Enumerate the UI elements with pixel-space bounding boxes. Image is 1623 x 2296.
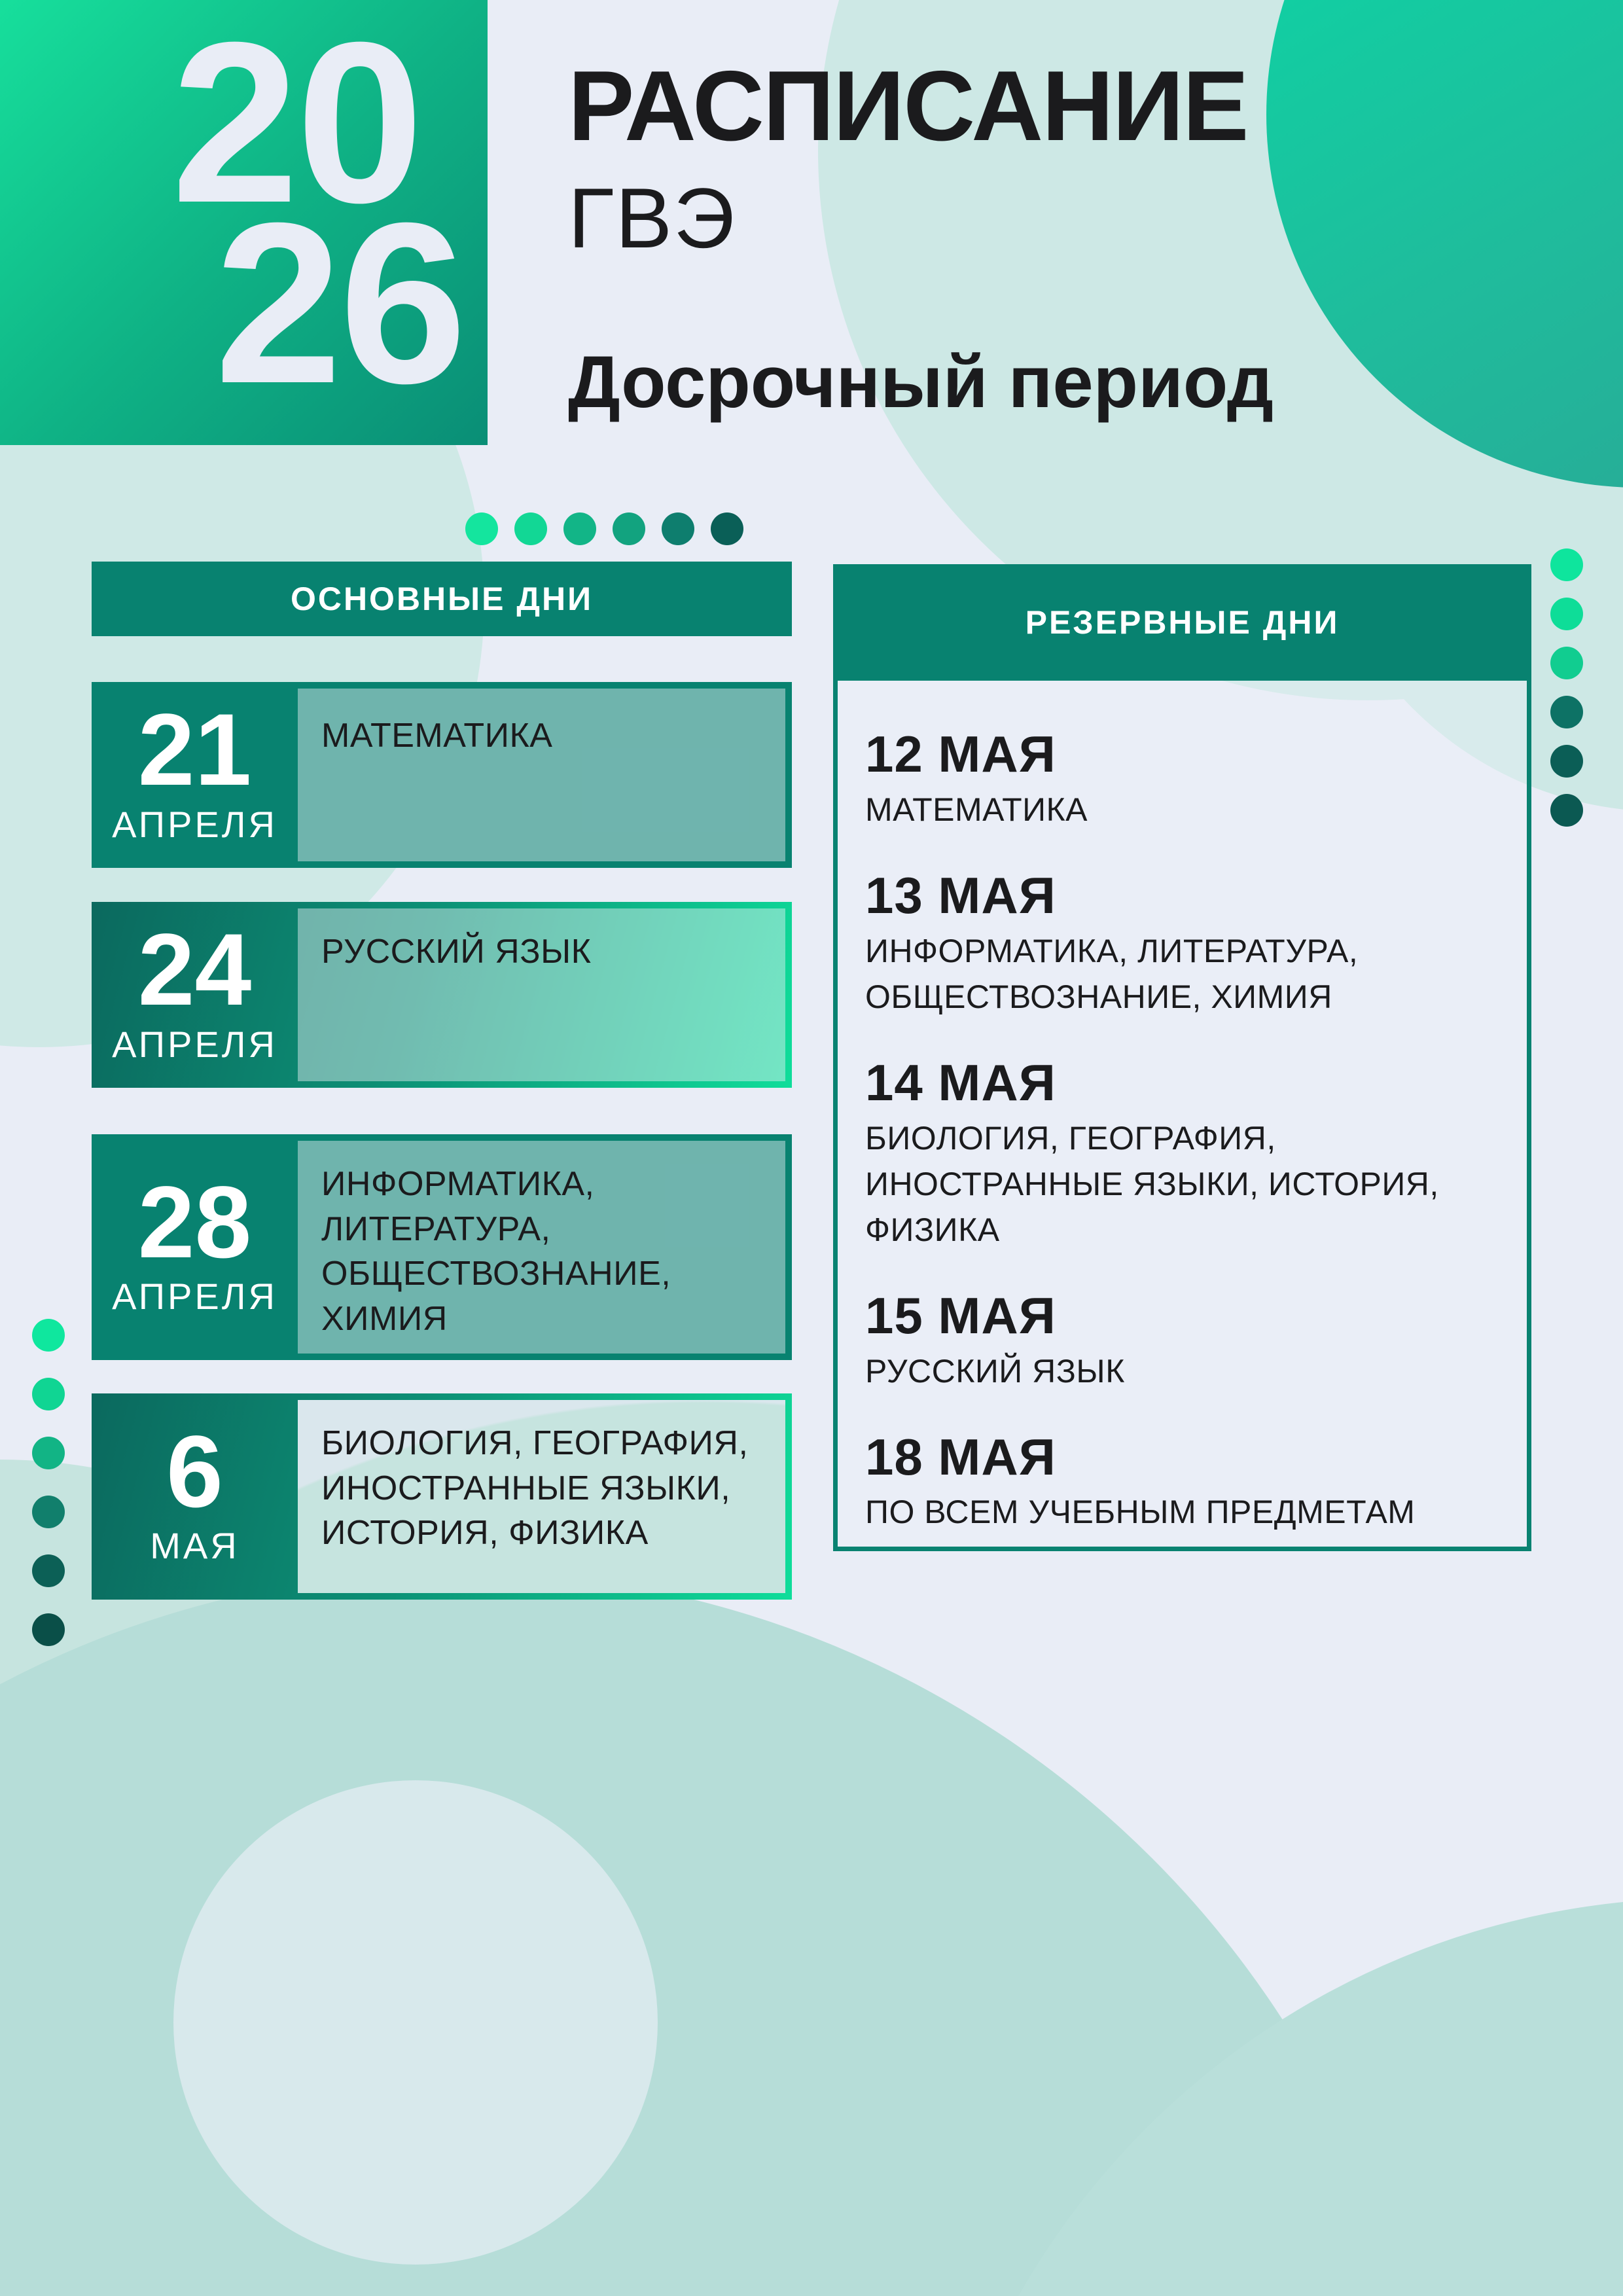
reserve-item-2-subjects: ИНФОРМАТИКА, ЛИТЕРАТУРА, ОБЩЕСТВОЗНАНИЕ, ХИМИЯ	[865, 932, 1359, 1015]
reserve-item-4-date: 15 МАЯ	[865, 1286, 1056, 1344]
dot	[1550, 794, 1583, 827]
year-line-1: 20	[171, 0, 421, 251]
page-subtitle: ГВЭ	[568, 170, 736, 266]
dot	[1550, 745, 1583, 778]
schedule-card-3	[92, 1134, 792, 1360]
page-title: РАСПИСАНИЕ	[568, 50, 1248, 162]
dot	[1550, 696, 1583, 728]
card-3-subjects: ИНФОРМАТИКА, ЛИТЕРАТУРА, ОБЩЕСТВОЗНАНИЕ, ХИМИЯ	[321, 1165, 671, 1338]
dot	[514, 512, 547, 545]
dot	[1550, 647, 1583, 679]
card-2-day: 24	[137, 913, 252, 1028]
dot	[711, 512, 743, 545]
card-3-month: АПРЕЛЯ	[112, 1276, 277, 1318]
dot	[662, 512, 694, 545]
card-2-subjects: РУССКИЙ ЯЗЫК	[321, 933, 592, 971]
dot	[32, 1496, 65, 1528]
dot	[32, 1613, 65, 1646]
reserve-days-header-label: РЕЗЕРВНЫЕ ДНИ	[1025, 604, 1340, 641]
dots-row-top	[465, 512, 743, 545]
main-days-header	[92, 562, 792, 636]
card-2-panel	[298, 908, 785, 1081]
reserve-item-5-date: 18 МАЯ	[865, 1427, 1056, 1486]
reserve-item-1	[865, 725, 1499, 833]
reserve-item-4-subjects: РУССКИЙ ЯЗЫК	[865, 1352, 1125, 1390]
dot	[32, 1554, 65, 1587]
dots-column-left	[32, 1319, 65, 1646]
reserve-days-panel	[833, 564, 1531, 1551]
reserve-item-3	[865, 1053, 1499, 1253]
schedule-card-4	[92, 1393, 792, 1600]
reserve-item-1-subjects: МАТЕМАТИКА	[865, 791, 1088, 828]
card-2-month: АПРЕЛЯ	[112, 1023, 277, 1065]
reserve-days-header	[833, 564, 1531, 681]
reserve-item-3-subjects: БИОЛОГИЯ, ГЕОГРАФИЯ, ИНОСТРАННЫЕ ЯЗЫКИ, ИСТОРИЯ, ФИЗИКА	[865, 1119, 1439, 1248]
card-3-day: 28	[137, 1165, 252, 1280]
period-label: Досрочный период	[568, 341, 1274, 423]
reserve-days-list	[833, 681, 1531, 1551]
dot	[1550, 548, 1583, 581]
schedule-card-2	[92, 902, 792, 1088]
card-3-panel	[298, 1141, 785, 1354]
main-days-header-label: ОСНОВНЫЕ ДНИ	[290, 581, 594, 617]
card-1-subjects: МАТЕМАТИКА	[321, 717, 553, 755]
dot	[32, 1319, 65, 1352]
year-line-2: 26	[215, 175, 465, 431]
dot	[613, 512, 645, 545]
dot	[1550, 598, 1583, 630]
reserve-item-3-date: 14 МАЯ	[865, 1053, 1056, 1111]
card-1-day: 21	[137, 693, 252, 808]
decor-circle-bottom-light	[173, 1780, 658, 2265]
card-3-date	[92, 1134, 298, 1360]
card-4-date	[92, 1393, 298, 1600]
card-1-date	[92, 682, 298, 868]
reserve-item-5	[865, 1427, 1499, 1535]
card-4-subjects: БИОЛОГИЯ, ГЕОГРАФИЯ, ИНОСТРАННЫЕ ЯЗЫКИ, ИСТОРИЯ, ФИЗИКА	[321, 1424, 749, 1552]
card-1-panel	[298, 689, 785, 861]
reserve-item-5-subjects: ПО ВСЕМ УЧЕБНЫМ ПРЕДМЕТАМ	[865, 1494, 1416, 1531]
year-badge	[0, 0, 488, 445]
dot	[32, 1437, 65, 1469]
schedule-card-1	[92, 682, 792, 868]
dot	[465, 512, 498, 545]
dot	[563, 512, 596, 545]
card-2-date	[92, 902, 298, 1088]
reserve-item-4	[865, 1286, 1499, 1394]
card-4-month: МАЯ	[150, 1525, 240, 1567]
dots-column-right	[1550, 548, 1583, 827]
reserve-item-1-date: 12 МАЯ	[865, 725, 1056, 783]
card-4-day: 6	[166, 1414, 223, 1529]
card-4-panel	[298, 1400, 785, 1593]
card-1-month: АПРЕЛЯ	[112, 803, 277, 845]
dot	[32, 1378, 65, 1410]
reserve-item-2-date: 13 МАЯ	[865, 866, 1056, 924]
reserve-item-2	[865, 866, 1499, 1020]
